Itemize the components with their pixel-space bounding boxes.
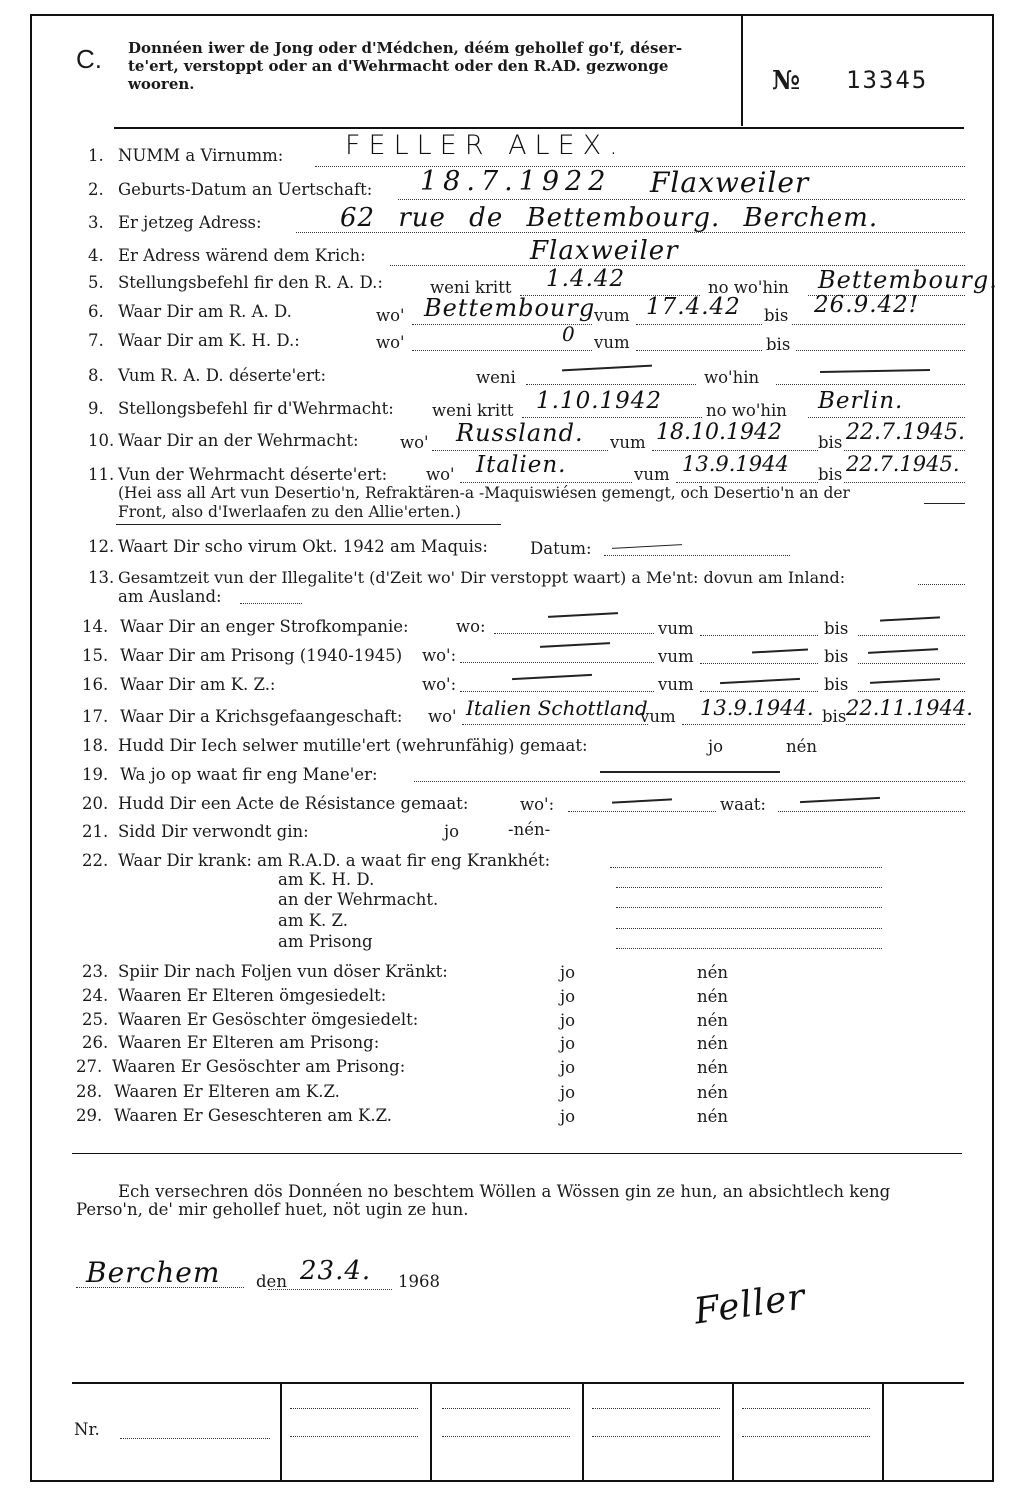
fill-line xyxy=(268,1289,392,1290)
where-label: wo': xyxy=(422,646,457,665)
row-number: 20. xyxy=(82,794,109,813)
blank-mark xyxy=(600,771,780,773)
fill-line xyxy=(700,635,818,636)
header-divider xyxy=(741,16,743,126)
section-heading-line2: te'ert, verstoppt oder an d'Wehrmacht oder den R.AD. gezwonge xyxy=(128,57,669,75)
row-label: Stellongsbefehl fir d'Wehrmacht: xyxy=(118,399,394,418)
rad-place-value: Bettembourg xyxy=(424,294,596,322)
pow-to-value: 22.11.1944. xyxy=(846,696,973,720)
no-option: nén xyxy=(697,1034,729,1053)
form-number: 13345 xyxy=(846,66,929,94)
header-rule xyxy=(114,127,964,129)
row-label: Waar Dir am R. A. D. xyxy=(118,302,292,321)
fill-line xyxy=(414,781,965,782)
yes-option: jo xyxy=(560,1083,576,1102)
wehrmacht-place-value: Russland. xyxy=(456,419,584,447)
desertion-from-value: 13.9.1944 xyxy=(682,452,789,476)
row-label: Waart Dir scho virum Okt. 1942 am Maquis: xyxy=(118,537,488,556)
section-heading-line3: wooren. xyxy=(128,75,195,93)
row-number: 19. xyxy=(82,765,109,784)
fill-line xyxy=(610,867,882,868)
no-option: nén xyxy=(697,1011,729,1030)
fill-line xyxy=(616,928,882,929)
when-label: weni kritt xyxy=(432,401,514,420)
date-label: Datum: xyxy=(530,539,592,558)
section-heading-line1: Donnéen iwer de Jong oder d'Médchen, déém gehollef go'f, déser- xyxy=(128,39,683,57)
yes-option: jo xyxy=(560,1034,576,1053)
row-number: 16. xyxy=(82,675,109,694)
fill-line xyxy=(494,633,654,634)
when-label: weni xyxy=(476,368,516,387)
fill-line xyxy=(682,724,822,725)
row-label: Waar Dir am Prisong (1940-1945) xyxy=(120,646,403,665)
row-number: 26. xyxy=(82,1033,109,1052)
khd-place-value: 0 xyxy=(562,322,576,346)
what-label: waat: xyxy=(720,795,766,814)
no-option: nén xyxy=(697,1107,729,1126)
row-number: 27. xyxy=(76,1057,103,1076)
fill-line xyxy=(616,948,882,949)
fill-line xyxy=(592,1436,720,1437)
name-value: FELLER ALEX. xyxy=(345,130,626,161)
row-label: Hudd Dir een Acte de Résistance gemaat: xyxy=(118,794,469,813)
fill-line xyxy=(808,417,965,418)
where-label: wo: xyxy=(456,617,486,636)
row-number: 8. xyxy=(88,366,104,385)
footer-divider xyxy=(732,1383,734,1481)
fill-line xyxy=(858,691,965,692)
to-label: bis xyxy=(822,707,847,726)
section-letter: C. xyxy=(76,44,102,74)
yes-option: jo xyxy=(560,1058,576,1077)
row-number: 18. xyxy=(82,736,109,755)
yes-option: jo xyxy=(560,1107,576,1126)
rad-to-value: 26.9.42! xyxy=(814,292,920,318)
note-underline xyxy=(924,503,965,504)
row-number: 22. xyxy=(82,851,109,870)
where-label: wo' xyxy=(426,465,455,484)
fill-line xyxy=(240,603,302,604)
row-note-line1: (Hei ass all Art vun Desertio'n, Refraktären-a -Maquiswiésen gemengt, och Desertio'n an der xyxy=(118,484,850,502)
row-number: 12. xyxy=(88,537,115,556)
to-label: bis xyxy=(824,675,849,694)
fill-line xyxy=(844,450,965,451)
row-label: Vum R. A. D. déserte'ert: xyxy=(118,366,327,385)
footer-divider xyxy=(280,1383,282,1481)
yes-option: jo xyxy=(560,987,576,1006)
row-label: Gesamtzeit vun der Illegalite't (d'Zeit wo' Dir verstoppt waart) a Me'nt: dovun am Inland: xyxy=(118,568,846,587)
row-label: Waar Dir am K. Z.: xyxy=(120,675,276,694)
fill-line xyxy=(700,663,818,664)
row-number: 3. xyxy=(88,213,104,232)
footer-divider xyxy=(582,1383,584,1481)
desertion-place-value: Italien. xyxy=(476,452,567,478)
number-symbol: № xyxy=(772,66,801,96)
row-number: 21. xyxy=(82,822,109,841)
fill-line xyxy=(460,482,632,483)
row-number: 11. xyxy=(88,465,115,484)
signing-date: 23.4. xyxy=(300,1256,372,1286)
where-label: wo': xyxy=(422,675,457,694)
row-number: 13. xyxy=(88,568,115,587)
row-label: Stellungsbefehl fir den R. A. D.: xyxy=(118,273,383,292)
fill-line xyxy=(636,350,762,351)
signature: Feller xyxy=(691,1276,809,1333)
fill-line xyxy=(432,450,608,451)
wehrmacht-from-value: 18.10.1942 xyxy=(656,420,782,445)
footer-rule-top xyxy=(72,1382,964,1384)
birth-place-value: Flaxweiler xyxy=(650,166,810,199)
to-label: bis xyxy=(818,465,843,484)
fill-line xyxy=(120,1438,270,1439)
row-number: 14. xyxy=(82,617,109,636)
pow-place-value: Italien Schottland xyxy=(466,696,648,720)
from-label: vum xyxy=(658,647,694,666)
row-number: 7. xyxy=(88,331,104,350)
fill-line xyxy=(592,1408,720,1409)
no-option: nén xyxy=(697,987,729,1006)
where-label: wo' xyxy=(376,306,405,325)
fill-line xyxy=(776,384,965,385)
fill-line xyxy=(412,350,592,351)
row-label: Waaren Er Elteren am K.Z. xyxy=(114,1082,340,1101)
row-number: 4. xyxy=(88,246,104,265)
fill-line xyxy=(568,811,716,812)
where-label: no wo'hin xyxy=(706,401,787,420)
from-label: vum xyxy=(610,433,646,452)
row-number: 28. xyxy=(76,1082,103,1101)
where-label: wo' xyxy=(400,433,429,452)
wehrmacht-order-date: 1.10.1942 xyxy=(536,388,663,414)
row-label: Geburts-Datum an Uertschaft: xyxy=(118,180,373,199)
signing-year: 1968 xyxy=(398,1272,440,1291)
where-label: no wo'hin xyxy=(708,278,789,297)
signing-place: Berchem xyxy=(86,1256,221,1289)
footer-divider xyxy=(430,1383,432,1481)
fill-line xyxy=(858,635,965,636)
row-label: Waar Dir krank: am R.A.D. a waat fir eng Krankhét: xyxy=(118,851,551,870)
fill-line xyxy=(442,1408,570,1409)
row-number: 9. xyxy=(88,399,104,418)
fill-line xyxy=(792,324,965,325)
fill-line xyxy=(918,584,965,585)
row-label: Wa jo op waat fir eng Mane'er: xyxy=(120,765,378,784)
rad-order-date: 1.4.42 xyxy=(546,266,626,292)
where-label: wo' xyxy=(376,333,405,352)
row-number: 29. xyxy=(76,1106,103,1125)
row-label: Waar Dir a Krichsgefaangeschaft: xyxy=(120,707,403,726)
from-label: vum xyxy=(640,707,676,726)
row-label: Er Adress wärend dem Krich: xyxy=(118,246,366,265)
fill-line xyxy=(522,417,702,418)
where-label: wo' xyxy=(428,707,457,726)
pow-from-value: 13.9.1944. xyxy=(700,696,814,720)
row-note-line2: Front, also d'Iwerlaafen zu den Allie'erten.) xyxy=(118,503,461,521)
row-number: 10. xyxy=(88,431,115,450)
fill-line xyxy=(460,691,654,692)
from-label: vum xyxy=(594,333,630,352)
yes-option: jo xyxy=(560,963,576,982)
nr-label: Nr. xyxy=(74,1420,100,1439)
no-option: nén xyxy=(697,1058,729,1077)
fill-line xyxy=(846,724,965,725)
no-option: -nén- xyxy=(508,820,551,839)
fill-line xyxy=(398,199,965,200)
row-label: Waar Dir an enger Strofkompanie: xyxy=(120,617,409,636)
footer-divider xyxy=(882,1383,884,1481)
no-option: nén xyxy=(786,737,818,756)
war-address-value: Flaxweiler xyxy=(530,236,679,266)
row-label: Vun der Wehrmacht déserte'ert: xyxy=(118,465,388,484)
to-label: bis xyxy=(764,306,789,325)
to-label: bis xyxy=(824,647,849,666)
from-label: vum xyxy=(594,306,630,325)
no-option: nén xyxy=(697,1083,729,1102)
wehrmacht-to-value: 22.7.1945. xyxy=(846,420,965,445)
row-number: 17. xyxy=(82,707,109,726)
row-label: Waar Dir am K. H. D.: xyxy=(118,331,300,350)
fill-line xyxy=(315,166,965,167)
where-label: wo'hin xyxy=(704,368,760,387)
fill-line xyxy=(462,724,648,725)
declaration-rule xyxy=(72,1153,962,1154)
illness-sub-label: an der Wehrmacht. xyxy=(278,890,439,909)
row-label: Waaren Er Elteren ömgesiedelt: xyxy=(118,986,387,1005)
illness-sub-label: am K. Z. xyxy=(278,911,348,930)
row-number: 1. xyxy=(88,146,104,165)
fill-line xyxy=(604,555,790,556)
fill-line xyxy=(858,663,965,664)
note-underline xyxy=(116,524,501,525)
row-label: Sidd Dir verwondt gin: xyxy=(118,822,309,841)
row-label: Waar Dir an der Wehrmacht: xyxy=(118,431,359,450)
row-label: Er jetzeg Adress: xyxy=(118,213,262,232)
fill-line xyxy=(652,450,818,451)
yes-option: jo xyxy=(708,737,724,756)
row-number: 15. xyxy=(82,646,109,665)
row-label: Waaren Er Gesöschter ömgesiedelt: xyxy=(118,1010,419,1029)
where-label: wo': xyxy=(520,795,555,814)
row-label: Spiir Dir nach Foljen vun döser Kränkt: xyxy=(118,962,448,981)
row-label: Waaren Er Geseschteren am K.Z. xyxy=(114,1106,393,1125)
from-label: vum xyxy=(658,619,694,638)
fill-line xyxy=(844,482,965,483)
fill-line xyxy=(526,384,696,385)
rad-order-place: Bettembourg. xyxy=(818,266,998,294)
from-label: vum xyxy=(634,465,670,484)
to-label: bis xyxy=(818,433,843,452)
row-label: Waaren Er Elteren am Prisong: xyxy=(118,1033,380,1052)
row-number: 25. xyxy=(82,1010,109,1029)
declaration-line2: Perso'n, de' mir gehollef huet, nöt ugin ze hun. xyxy=(76,1200,469,1219)
fill-line xyxy=(700,691,818,692)
fill-line xyxy=(616,887,882,888)
fill-line xyxy=(742,1436,870,1437)
fill-line xyxy=(636,324,762,325)
row-number: 6. xyxy=(88,302,104,321)
current-address-value: 62 rue de Bettembourg. Berchem. xyxy=(340,203,879,233)
row-label: NUMM a Virnumm: xyxy=(118,146,284,165)
row-number: 24. xyxy=(82,986,109,1005)
row-number: 2. xyxy=(88,180,104,199)
desertion-to-value: 22.7.1945. xyxy=(846,452,960,476)
rad-from-value: 17.4.42 xyxy=(646,294,741,320)
illness-sub-label: am Prisong xyxy=(278,932,373,951)
to-label: bis xyxy=(766,335,791,354)
row-number: 23. xyxy=(82,962,109,981)
declaration-line1: Ech versechren dös Donnéen no beschtem Wöllen a Wössen gin ze hun, an absichtlech keng xyxy=(118,1182,891,1201)
fill-line xyxy=(442,1436,570,1437)
to-label: bis xyxy=(824,619,849,638)
fill-line xyxy=(290,1408,418,1409)
wehrmacht-order-place: Berlin. xyxy=(818,388,904,414)
row-label-continued: am Ausland: xyxy=(118,587,222,606)
fill-line xyxy=(742,1408,870,1409)
when-label: weni kritt xyxy=(430,278,512,297)
row-label: Waaren Er Gesöschter am Prisong: xyxy=(112,1057,406,1076)
yes-option: jo xyxy=(560,1011,576,1030)
fill-line xyxy=(778,811,965,812)
fill-line xyxy=(290,1436,418,1437)
fill-line xyxy=(796,350,965,351)
fill-line xyxy=(460,662,654,663)
den-label: den xyxy=(256,1272,287,1291)
row-label: Hudd Dir Iech selwer mutille'ert (wehrunfähig) gemaat: xyxy=(118,736,588,755)
yes-option: jo xyxy=(444,822,460,841)
birth-date-value: 18.7.1922 xyxy=(420,166,612,197)
row-number: 5. xyxy=(88,273,104,292)
from-label: vum xyxy=(658,675,694,694)
fill-line xyxy=(676,482,818,483)
illness-sub-label: am K. H. D. xyxy=(278,870,375,889)
no-option: nén xyxy=(697,963,729,982)
fill-line xyxy=(616,907,882,908)
